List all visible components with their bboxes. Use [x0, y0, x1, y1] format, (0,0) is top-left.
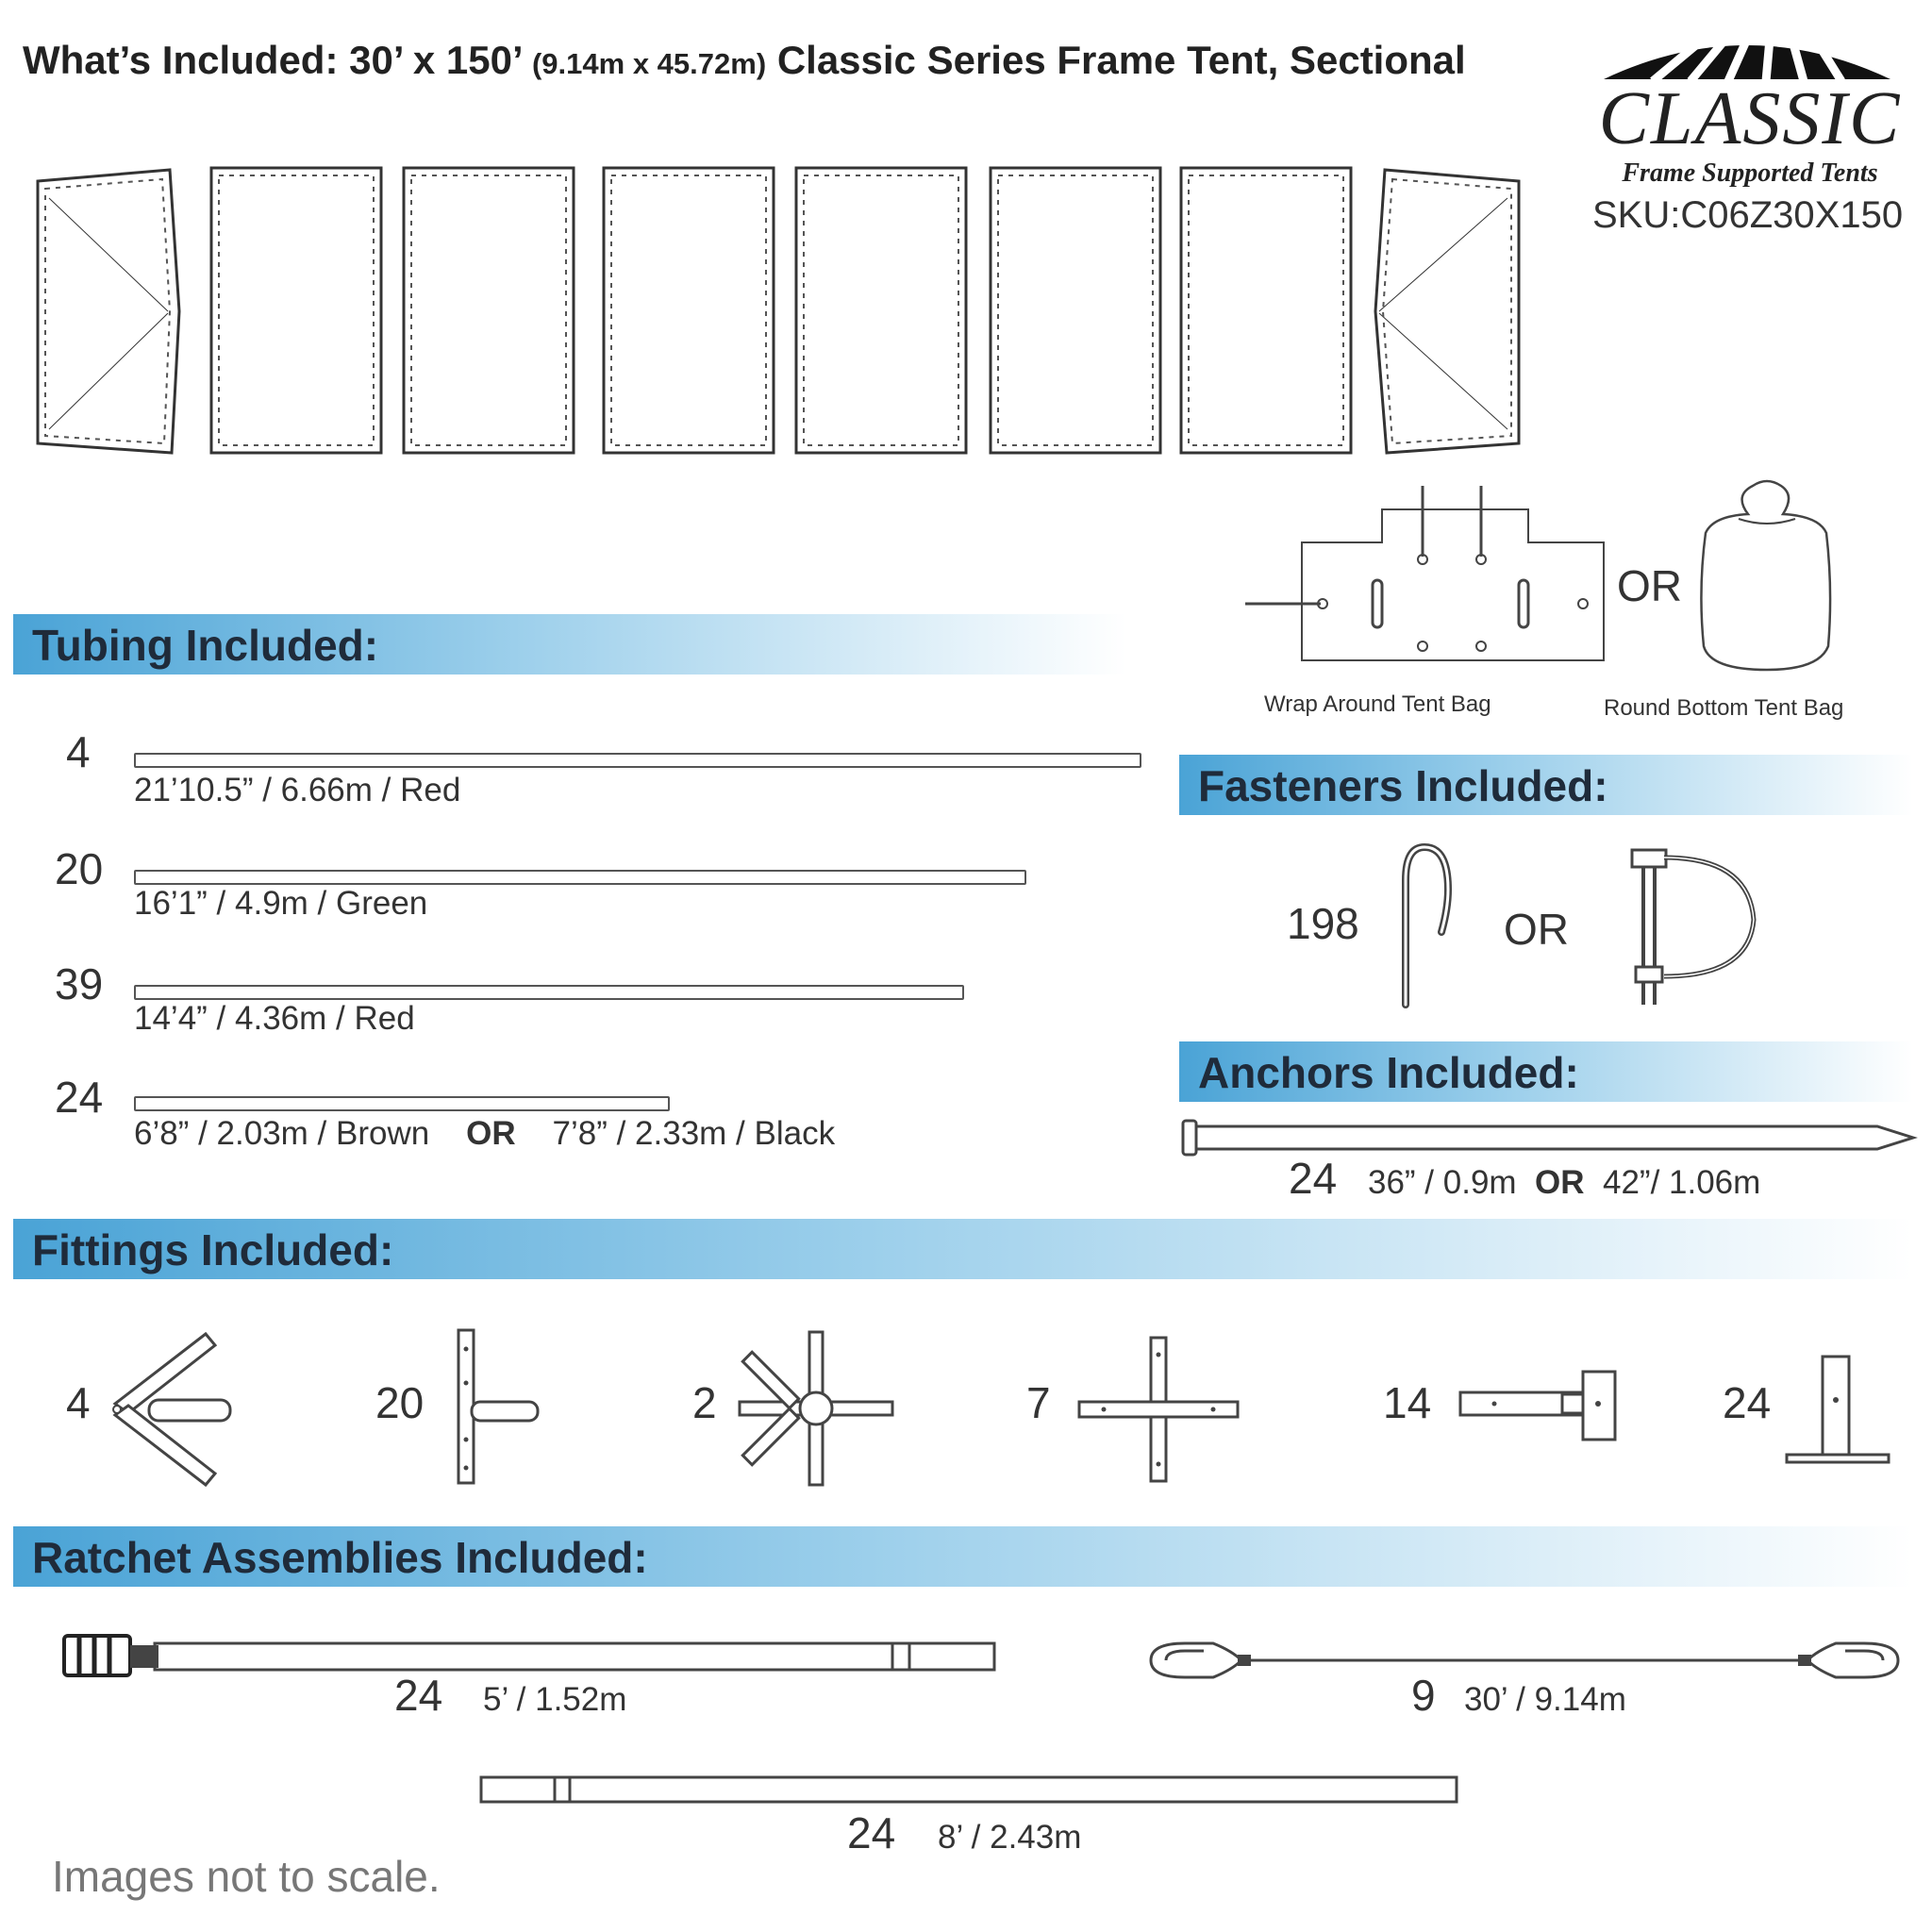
tubing-heading: Tubing Included: — [32, 621, 379, 670]
fitting-qty-6: 24 — [1723, 1378, 1772, 1427]
mid-section-2 — [404, 168, 574, 453]
ratchet-qty-1: 24 — [394, 1671, 443, 1720]
ratchet-label-1: 5’ / 1.52m — [483, 1681, 627, 1718]
ratchets-heading-band — [13, 1526, 1913, 1587]
brand-name: CLASSIC — [1598, 77, 1902, 160]
fitting-qty-1: 4 — [66, 1378, 91, 1427]
ratchet-strap-icon — [60, 1632, 998, 1679]
fitting-qty-5: 14 — [1383, 1378, 1432, 1427]
ratchet-qty-2: 9 — [1411, 1671, 1436, 1720]
ratchet-qty-3: 24 — [847, 1808, 896, 1857]
strap-icon — [479, 1775, 1460, 1806]
tube-label-4 — [134, 1115, 835, 1153]
tubing-heading-band — [13, 614, 1126, 675]
tent-sections-diagram — [0, 0, 1547, 472]
stake-anchor-icon — [1179, 1119, 1915, 1157]
title-rest: Classic Series Frame Tent, Sectional — [776, 38, 1466, 82]
anchors-heading-band — [1179, 1041, 1913, 1102]
tube-label-4a: 6’8” / 2.03m / Brown — [134, 1115, 430, 1152]
mid-section-5 — [991, 168, 1160, 453]
sku-label: SKU:C06Z30X150 — [1592, 194, 1904, 236]
tube-label-1: 21’10.5” / 6.66m / Red — [134, 772, 461, 808]
lynch-pin-icon — [1626, 844, 1768, 1009]
fastener-qty: 198 — [1287, 899, 1359, 948]
fasteners-heading: Fasteners Included: — [1198, 761, 1608, 810]
tube-bar-3 — [134, 985, 964, 1000]
title-main: What’s Included: 30’ x 150’ — [23, 38, 522, 82]
anchor-label-a: 36” / 0.9m — [1368, 1164, 1517, 1201]
mid-section-6 — [1181, 168, 1351, 453]
tube-qty-2: 20 — [55, 844, 104, 893]
brand-block — [1594, 26, 1906, 189]
anchor-qty: 24 — [1289, 1154, 1338, 1203]
ratchet-label-3: 8’ / 2.43m — [938, 1819, 1082, 1856]
round-bag-caption: Round Bottom Tent Bag — [1604, 695, 1844, 721]
tee-fitting-icon — [455, 1326, 540, 1487]
end-section-left — [38, 170, 179, 453]
wrap-around-tent-bag-icon — [1245, 486, 1608, 665]
ridge-fitting-icon — [1457, 1368, 1617, 1443]
anchor-label — [1368, 1164, 1760, 1202]
base-plate-icon — [1783, 1353, 1891, 1466]
fasteners-heading-band — [1179, 755, 1913, 815]
tube-bar-2 — [134, 870, 1026, 885]
brand-tagline: Frame Supported Tents — [1622, 158, 1878, 188]
tube-label-4b: 7’8” / 2.33m / Black — [552, 1115, 836, 1152]
anchor-or-label: OR — [1535, 1164, 1585, 1201]
corner-fitting-icon — [111, 1330, 234, 1491]
fitting-qty-3: 2 — [692, 1378, 717, 1427]
tube-label-4-or: OR — [466, 1115, 516, 1152]
tube-bar-1 — [134, 753, 1141, 768]
tube-qty-3: 39 — [55, 959, 104, 1008]
title-metric: (9.14m x 45.72m) — [531, 47, 767, 80]
hub-fitting-icon — [736, 1328, 896, 1489]
tube-qty-4: 24 — [55, 1073, 104, 1122]
footer-note: Images not to scale. — [52, 1852, 441, 1901]
tube-label-3: 14’4” / 4.36m / Red — [134, 1000, 415, 1037]
fitting-qty-4: 7 — [1026, 1378, 1051, 1427]
anchors-heading: Anchors Included: — [1198, 1048, 1579, 1097]
wrap-bag-caption: Wrap Around Tent Bag — [1264, 691, 1491, 717]
cable-assembly-icon — [1147, 1638, 1902, 1685]
mid-section-3 — [604, 168, 774, 453]
mid-section-1 — [211, 168, 381, 453]
ratchet-label-2: 30’ / 9.14m — [1464, 1681, 1626, 1718]
fittings-heading: Fittings Included: — [32, 1225, 394, 1274]
cross-fitting-icon — [1075, 1334, 1241, 1485]
mid-section-4 — [796, 168, 966, 453]
tube-qty-1: 4 — [66, 727, 91, 776]
hair-pin-clip-icon — [1396, 842, 1462, 1008]
anchor-label-b: 42”/ 1.06m — [1602, 1164, 1761, 1201]
fittings-heading-band — [13, 1219, 1913, 1279]
fitting-qty-2: 20 — [375, 1378, 425, 1427]
end-section-right — [1375, 170, 1519, 453]
tube-bar-4 — [134, 1096, 670, 1111]
round-bottom-tent-bag-icon — [1696, 476, 1838, 675]
tube-label-2: 16’1” / 4.9m / Green — [134, 885, 428, 922]
bag-or-label: OR — [1617, 561, 1682, 610]
fastener-or-label: OR — [1504, 905, 1569, 954]
ratchets-heading: Ratchet Assemblies Included: — [32, 1533, 648, 1582]
